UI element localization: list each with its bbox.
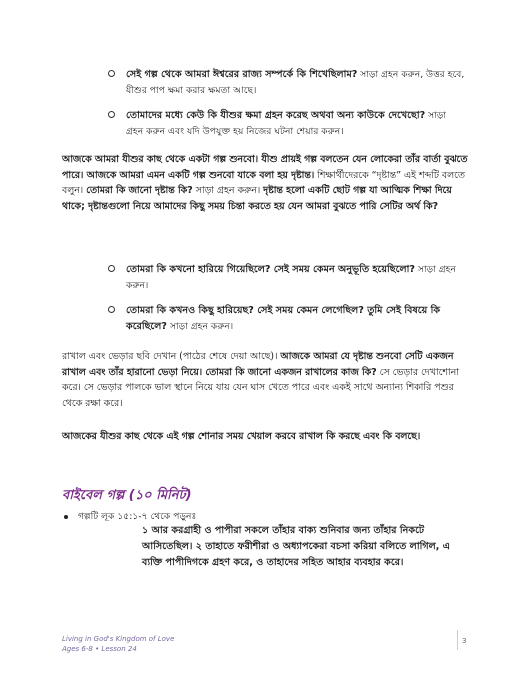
circle-bullet-icon <box>108 111 115 118</box>
question-prompt: সাড়া গ্রহন করুন, উত্তর হবে, যীশুর পাপ ক্ষমা করার ক্ষমতা আছে। <box>126 69 465 96</box>
para-normal: রাখাল এবং ভেড়ার ছবি দেখান (পাঠের শেষে দেয়া আছে)। <box>62 351 281 362</box>
footer-course-title: Living in God's Kingdom of Love <box>62 635 175 643</box>
reading-instruction <box>64 510 196 524</box>
page-number: 3 <box>462 637 467 645</box>
question-item <box>108 108 466 139</box>
para-bold: তোমরা কি জানো দৃষ্টান্ত কি? <box>86 185 193 196</box>
question-prompt: সাড়া গ্রহন করুন এবং যদি উপযুক্ত হয় নিজের ঘটনা শেয়ার করুন। <box>126 110 447 137</box>
question-item <box>108 67 466 98</box>
question-list-mid <box>108 262 466 334</box>
question-list-top <box>108 67 466 139</box>
footer-divider <box>457 630 458 650</box>
bullet-dot-icon <box>64 515 68 519</box>
para-bold: আজকে আমরা যীশুর কাছ থেকে একটা গল্প শুনবো। যীশু প্রায়ই গল্প বলতেন যেন লোকেরা তাঁর বার্তা বুঝতে পারে। আজকে আমরা এমন একটি গল্প শুনবো যাকে বলা হয় দৃষ্টান্ত। <box>62 154 468 181</box>
para-normal: সাড়া গ্রহন করুন। <box>192 185 264 196</box>
para-bold: দৃষ্টান্ত হলো একটি ছোট গল্প যা আত্মিক শিক্ষা দিয়ে থাকে; দৃষ্টান্তগুলো নিয়ে আমাদের কিছু সময় চিন্তা করতে হয় যেন আমরা বুঝতে পারি সেটির অর্থ কি? <box>62 185 452 212</box>
question-item <box>108 262 466 293</box>
question-prompt: সাড়া গ্রহন করুন। <box>166 320 234 332</box>
question-text: সেই গল্প থেকে আমরা ঈশ্বরের রাজ্য সম্পর্কে কি শিখেছিলাম? <box>126 69 358 80</box>
para-normal: সে ভেড়ার দেখাশোনা করে। সে ভেড়ার পালকে ভাল স্থানে নিয়ে যায় যেন ঘাস খেতে পারে এবং একই সাথে অন্যান্য শিকারি পশুর থেকে রক্ষা করে। <box>62 366 459 409</box>
paragraph-shepherd <box>62 349 470 411</box>
para-bold: আজকের যীশুর কাছ থেকে এই গল্প শোনার সময় খেয়াল করবে রাখাল কি করছে এবং কি বলছে। <box>62 431 421 442</box>
footer <box>62 634 174 654</box>
circle-bullet-icon <box>108 265 115 272</box>
footer-lesson-info: Ages 6-8 • Lesson 24 <box>62 645 137 653</box>
circle-bullet-icon <box>108 70 115 77</box>
reading-text: গল্পটি লূক ১৫:১-৭ থেকে পড়ুনঃ <box>78 511 197 522</box>
para-bold: আজকে আমরা যে দৃষ্টান্ত শুনবো সেটি একজন রাখাল এবং তাঁর হারানো ভেড়া নিয়ে। তোমরা কি জানো একজন রাখালের কাজ কি? <box>62 351 454 378</box>
para-normal: শিক্ষার্থীদেরকে “দৃষ্টান্ত” এই শব্দটি বলতে বলুন। <box>62 169 465 196</box>
section-heading: বাইবেল গল্প (১০ মিনিট) <box>62 488 192 503</box>
question-text: তোমরা কি কখনো হারিয়ে গিয়েছিলে? সেই সময় কেমন অনুভূতি হয়েছিলো? <box>126 264 415 275</box>
scripture-passage: ১ আর করগ্রাহী ও পাপীরা সকলে তাঁহার বাক্য শুনিবার জন্য তাঁহার নিকটে আসিতেছিল। ২ তাহাতে ফরীশীরা ও অধ্যাপকেরা বচসা করিয়া বলিতে লাগিল, এ ব্যক্তি পাপীদিগকে গ্রহণ করে, ও তাহাদের সহিত আহার ব্যবহার করে। <box>142 525 451 568</box>
question-item <box>108 303 466 334</box>
circle-bullet-icon <box>108 306 115 313</box>
question-prompt: সাড়া গ্রহন করুন। <box>126 264 456 291</box>
paragraph-parable-intro <box>62 152 470 214</box>
question-text: তোমাদের মধ্যে কেউ কি যীশুর ক্ষমা গ্রহন করেছ অথবা অন্য কাউকে দেখেছো? <box>126 110 426 121</box>
paragraph-listen <box>62 429 470 445</box>
question-text: তোমরা কি কখনও কিছু হারিয়েছ? সেই সময় কেমন লেগেছিল? তুমি সেই বিষয়ে কি করেছিলে? <box>126 305 441 332</box>
